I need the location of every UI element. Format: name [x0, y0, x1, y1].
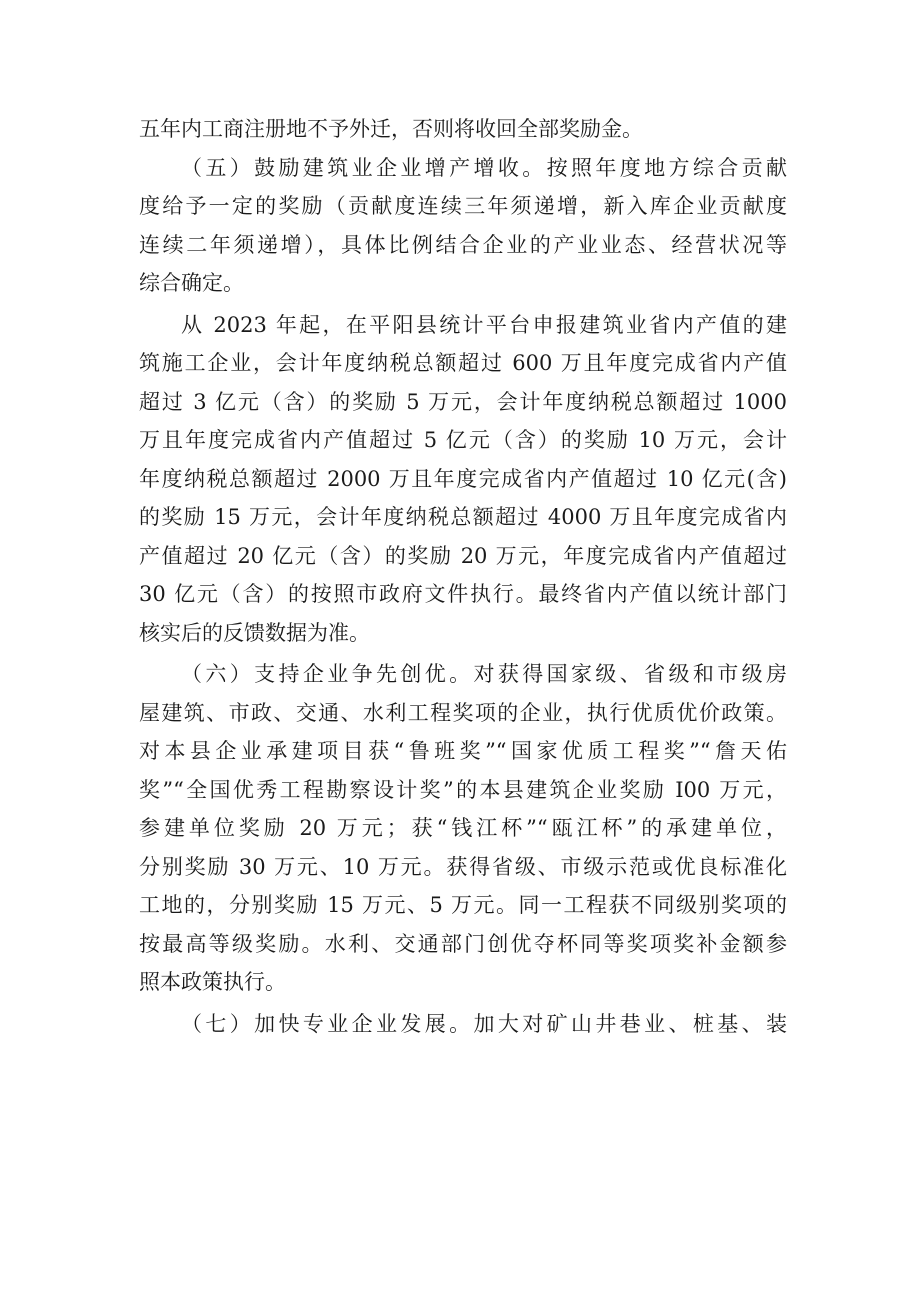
text-line: 产值超过 20 亿元（含）的奖励 20 万元，年度完成省内产值超过 [139, 543, 787, 568]
text-line: 参建单位奖励 20 万元；获“钱江杯”“瓯江杯”的承建单位， [139, 816, 787, 840]
paragraph-continuation [139, 110, 787, 149]
text-line: 年度纳税总额超过 2000 万且年度完成省内产值超过 10 亿元(含) [139, 466, 787, 491]
text-line: 万且年度完成省内产值超过 5 亿元（含）的奖励 10 万元，会计 [139, 428, 787, 452]
text-line: 奖”“全国优秀工程勘察设计奖”的本县建筑企业奖励 I00 万元， [139, 777, 787, 802]
text-line: 超过 3 亿元（含）的奖励 5 万元，会计年度纳税总额超过 1000 [139, 389, 787, 414]
text-line: （五）鼓励建筑业企业增产增收。按照年度地方综合贡献 [181, 155, 787, 180]
text-line: 的奖励 15 万元，会计年度纳税总额超过 4000 万且年度完成省内 [139, 505, 787, 529]
body-text [139, 110, 787, 1043]
text-line: 工地的，分别奖励 15 万元、5 万元。同一工程获不同级别奖项的 [139, 893, 787, 917]
text-line: 核实后的反馈数据为准。 [139, 620, 370, 645]
text-line: 综合确定。 [139, 271, 244, 295]
text-line: 按最高等级奖励。水利、交通部门创优夺杯同等奖项奖补金额参 [139, 931, 787, 956]
text-line: 30 亿元（含）的按照市政府文件执行。最终省内产值以统计部门 [139, 582, 787, 606]
text-line: 从 2023 年起，在平阳县统计平台申报建筑业省内产值的建 [181, 312, 787, 337]
text-line: 五年内工商注册地不予外迁，否则将收回全部奖励金。 [139, 117, 643, 141]
text-line: （六）支持企业争先创优。对获得国家级、省级和市级房 [181, 662, 787, 686]
text-line: 筑施工企业，会计年度纳税总额超过 600 万且年度完成省内产值 [139, 351, 787, 375]
paragraph-item-7 [139, 1005, 787, 1044]
paragraph-2023 [139, 306, 787, 653]
text-line: （七）加快专业企业发展。加大对矿山井巷业、桩基、装 [181, 1011, 787, 1036]
text-line: 分别奖励 30 万元、10 万元。获得省级、市级示范或优良标准化 [139, 854, 787, 879]
text-line: 连续二年须递增），具体比例结合企业的产业业态、经营状况等 [139, 232, 787, 257]
paragraph-item-6 [139, 655, 787, 1002]
text-line: 对本县企业承建项目获“鲁班奖”“国家优质工程奖”“詹天佑 [139, 739, 787, 763]
text-line: 屋建筑、市政、交通、水利工程奖项的企业，执行优质优价政策。 [139, 700, 787, 725]
paragraph-item-5 [139, 149, 787, 303]
text-line: 度给予一定的奖励（贡献度连续三年须递增，新入库企业贡献度 [139, 194, 787, 218]
text-line: 照本政策执行。 [139, 970, 286, 994]
